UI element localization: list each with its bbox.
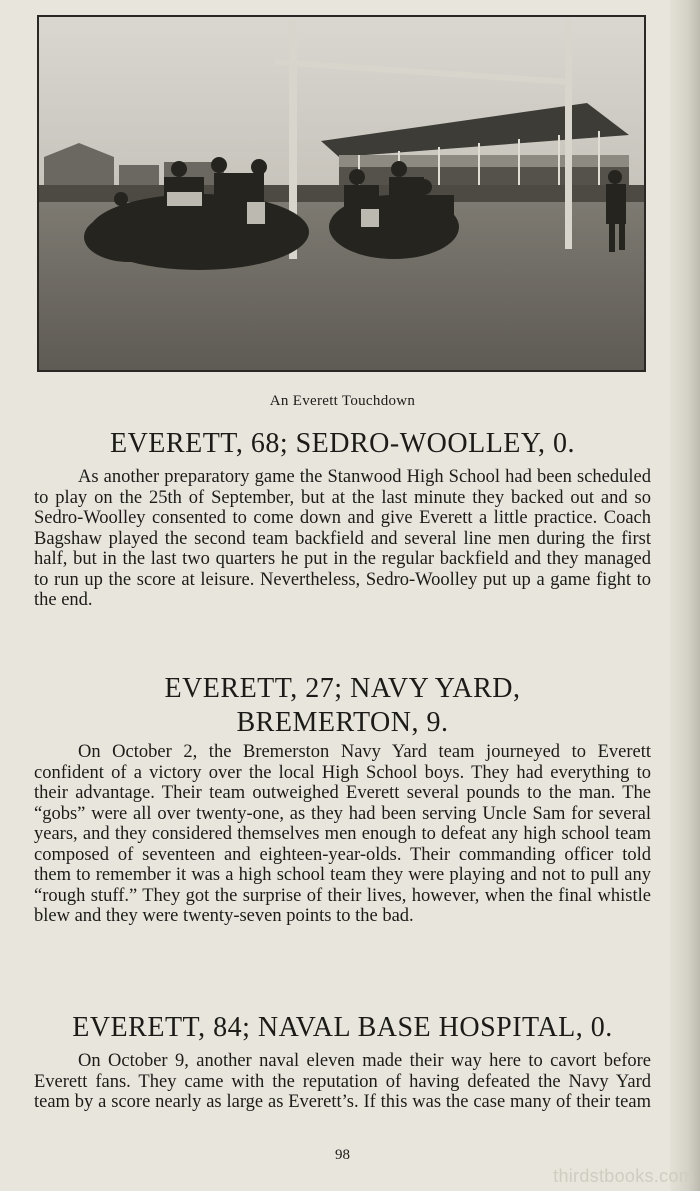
page-edge-shadow — [670, 0, 700, 1191]
game-heading-navy-yard — [34, 672, 651, 740]
game-paragraph-navy-yard: On October 2, the Bremerston Navy Yard team journeyed to Everett confident of a victory over the local High School boys. They had everything to their advantage. Their team outweighed Everett several pounds to the man. The “gobs” were all over twenty-one, as they had been serving Uncle Sam for several years, and they considered themselves men enough to defeat any high school team composed of seventeen and eighteen-year-olds. Their commanding officer told them to remember it was a high school team they were playing and not to pull any “rough stuff.” They got the surprise of their lives, however, when the final whistle blew and they were twenty-seven points to the bad. — [34, 742, 651, 926]
heading-line: EVERETT, 84; NAVAL BASE HOSPITAL, 0. — [72, 1012, 613, 1043]
game-paragraph-sedro-woolley: As another preparatory game the Stanwood High School had been scheduled to play on the 25th of September, but at the last minute they backed out and so Sedro-Woolley consented to come down and give Everett a little practice. Coach Bagshaw played the second team backfield and several line men during the first half, but in the last two quarters he put in the regular backfield and they managed to run up the score at leisure. Nevertheless, Sedro-Woolley put up a game fight to the end. — [34, 467, 651, 610]
heading-line: BREMERTON, 9. — [236, 707, 449, 738]
game-heading-sedro-woolley — [34, 427, 651, 461]
watermark: thirdstbooks.com — [553, 1166, 694, 1186]
heading-line: EVERETT, 27; NAVY YARD, — [164, 673, 521, 704]
football-photo — [37, 15, 646, 372]
page-number: 98 — [335, 1147, 350, 1163]
heading-line: EVERETT, 68; SEDRO-WOOLLEY, 0. — [109, 428, 576, 459]
game-heading-naval-base-hospital — [34, 1011, 651, 1045]
photo-caption: An Everett Touchdown — [269, 393, 416, 409]
game-paragraph-naval-base-hospital: On October 9, another naval eleven made their way here to cavort before Everett fans. They came with the reputation of having defeated the Navy Yard team by a score nearly as large as Everett’s. If this was the case many of their team — [34, 1051, 651, 1112]
